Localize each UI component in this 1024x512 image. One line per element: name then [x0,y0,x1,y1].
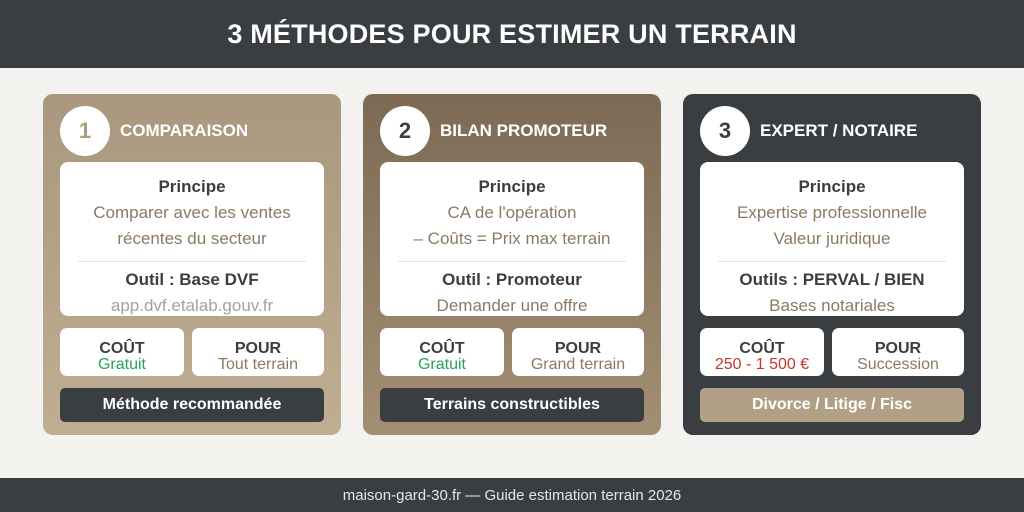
for-box [832,328,964,376]
principle-line: Valeur juridique [773,229,891,248]
tool-label: Outil : Promoteur [442,270,582,289]
method-card-bilan-promoteur [363,94,661,435]
cost-label: COÛT [739,340,785,357]
for-value: Succession [857,356,939,373]
principle-panel [60,162,324,316]
tool-label: Outil : Base DVF [125,270,259,289]
for-value: Tout terrain [217,356,299,373]
tool-value: Demander une offre [436,296,588,315]
for-label: POUR [554,340,602,357]
for-box [192,328,324,376]
cost-value: Gratuit [417,356,466,373]
method-title: EXPERT / NOTAIRE [760,121,918,140]
method-card-comparaison [43,94,341,435]
divider [718,261,946,262]
tool-value: app.dvf.etalab.gouv.fr [110,296,274,315]
cost-value: 250 - 1 500 € [714,356,810,373]
principle-label: Principe [798,177,866,196]
cost-value: Gratuit [97,356,146,373]
cost-box [380,328,504,376]
cost-box [700,328,824,376]
tool-label: Outils : PERVAL / BIEN [739,270,925,289]
principle-label: Principe [158,177,226,196]
principle-panel [700,162,964,316]
header-bar [0,0,1024,68]
principle-line: Comparer avec les ventes [93,203,291,222]
principle-line: – Coûts = Prix max terrain [413,229,611,248]
footer-bar [0,478,1024,512]
method-number-badge: 3 [700,106,750,156]
for-label: POUR [234,340,282,357]
for-box [512,328,644,376]
for-label: POUR [874,340,922,357]
method-tag: Terrains constructibles [380,388,644,422]
principle-panel [380,162,644,316]
method-number-badge: 2 [380,106,430,156]
principle-line: récentes du secteur [117,229,267,248]
cost-label: COÛT [419,340,465,357]
cost-box [60,328,184,376]
method-title: COMPARAISON [120,121,249,140]
footer-text: maison-gard-30.fr — Guide estimation terrain 2026 [342,486,682,504]
for-value: Grand terrain [530,356,626,373]
method-tag: Méthode recommandée [60,388,324,422]
page-title: 3 MÉTHODES POUR ESTIMER UN TERRAIN [227,18,797,49]
principle-line: CA de l'opération [447,203,577,222]
divider [78,261,306,262]
tool-value: Bases notariales [769,296,895,315]
method-number-badge: 1 [60,106,110,156]
cost-label: COÛT [99,340,145,357]
divider [398,261,626,262]
method-title: BILAN PROMOTEUR [440,121,608,140]
principle-label: Principe [478,177,546,196]
principle-line: Expertise professionnelle [737,203,927,222]
method-card-expert-notaire [683,94,981,435]
method-tag: Divorce / Litige / Fisc [700,388,964,422]
